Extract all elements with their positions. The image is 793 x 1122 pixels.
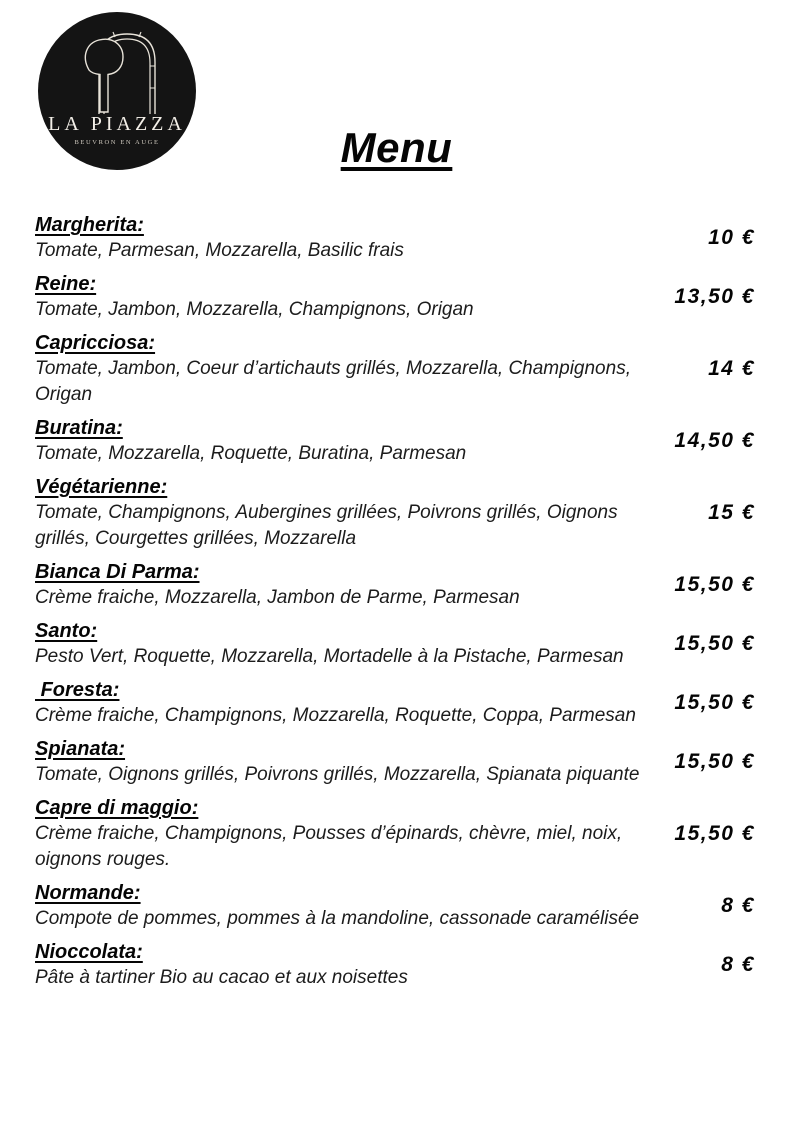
item-text — [35, 736, 643, 788]
item-price: 15,50 € — [674, 632, 755, 655]
pizza-peel-arch-icon — [65, 26, 169, 118]
item-text — [35, 212, 643, 264]
item-price: 15,50 € — [674, 691, 755, 714]
item-description: Tomate, Jambon, Mozzarella, Champignons, Origan — [35, 299, 474, 320]
logo-subtitle: BEUVRON EN AUGE — [74, 139, 160, 146]
item-text — [35, 559, 643, 611]
item-text — [35, 880, 643, 932]
item-price: 15,50 € — [674, 822, 755, 845]
item-description: Crème fraiche, Mozzarella, Jambon de Parme, Parmesan — [35, 587, 520, 608]
item-name: Santo: — [35, 620, 98, 642]
page-title — [0, 124, 793, 172]
menu-item-vegetarienne — [35, 474, 755, 552]
item-text — [35, 415, 643, 467]
item-name: Margherita: — [35, 214, 144, 236]
menu-item-normande — [35, 880, 755, 932]
menu-item-santo — [35, 618, 755, 670]
item-description: Pâte à tartiner Bio au cacao et aux noisettes — [35, 967, 408, 988]
page-header — [0, 0, 793, 198]
menu-item-margherita — [35, 212, 755, 264]
logo-name: LA PIAZZA — [48, 113, 186, 135]
item-price: 15,50 € — [674, 573, 755, 596]
item-price: 14,50 € — [674, 429, 755, 452]
item-name: Végétarienne: — [35, 476, 168, 498]
item-text — [35, 474, 643, 552]
item-text — [35, 271, 643, 323]
menu-item-bianca-di-parma — [35, 559, 755, 611]
item-name: Spianata: — [35, 738, 126, 760]
item-text — [35, 330, 643, 408]
menu-item-capricciosa — [35, 330, 755, 408]
item-price: 8 € — [721, 894, 755, 917]
item-price: 8 € — [721, 953, 755, 976]
item-price: 13,50 € — [674, 285, 755, 308]
page-title-text: Menu — [340, 124, 453, 171]
menu-list — [0, 198, 793, 991]
item-description: Tomate, Oignons grillés, Poivrons grillés, Mozzarella, Spianata piquante — [35, 764, 640, 785]
menu-item-capre-di-maggio — [35, 795, 755, 873]
item-price: 10 € — [708, 226, 755, 249]
item-description: Pesto Vert, Roquette, Mozzarella, Mortadelle à la Pistache, Parmesan — [35, 646, 624, 667]
item-name: Capricciosa: — [35, 332, 156, 354]
item-price: 14 € — [708, 357, 755, 380]
item-name: Bianca Di Parma: — [35, 561, 200, 583]
item-name: Reine: — [35, 273, 97, 295]
item-name: Capre di maggio: — [35, 797, 199, 819]
menu-item-nioccolata — [35, 939, 755, 991]
menu-item-buratina — [35, 415, 755, 467]
item-text — [35, 939, 643, 991]
item-price: 15 € — [708, 501, 755, 524]
item-text — [35, 618, 643, 670]
item-description: Crème fraiche, Champignons, Pousses d’épinards, chèvre, miel, noix, oignons rouges. — [35, 823, 623, 870]
item-name: Foresta: — [35, 679, 120, 701]
item-name: Buratina: — [35, 417, 123, 439]
item-text — [35, 795, 643, 873]
item-description: Tomate, Champignons, Aubergines grillées, Poivrons grillés, Oignons grillés, Courgettes grillées, Mozzarella — [35, 502, 618, 549]
item-description: Tomate, Parmesan, Mozzarella, Basilic frais — [35, 240, 404, 261]
item-name: Nioccolata: — [35, 941, 143, 963]
item-text — [35, 677, 643, 729]
menu-item-spianata — [35, 736, 755, 788]
item-description: Compote de pommes, pommes à la mandoline, cassonade caramélisée — [35, 908, 640, 929]
item-description: Tomate, Mozzarella, Roquette, Buratina, Parmesan — [35, 443, 467, 464]
item-description: Tomate, Jambon, Coeur d’artichauts grillés, Mozzarella, Champignons, Origan — [35, 358, 631, 405]
menu-item-reine — [35, 271, 755, 323]
menu-item-foresta — [35, 677, 755, 729]
item-name: Normande: — [35, 882, 141, 904]
item-description: Crème fraiche, Champignons, Mozzarella, Roquette, Coppa, Parmesan — [35, 705, 636, 726]
item-price: 15,50 € — [674, 750, 755, 773]
